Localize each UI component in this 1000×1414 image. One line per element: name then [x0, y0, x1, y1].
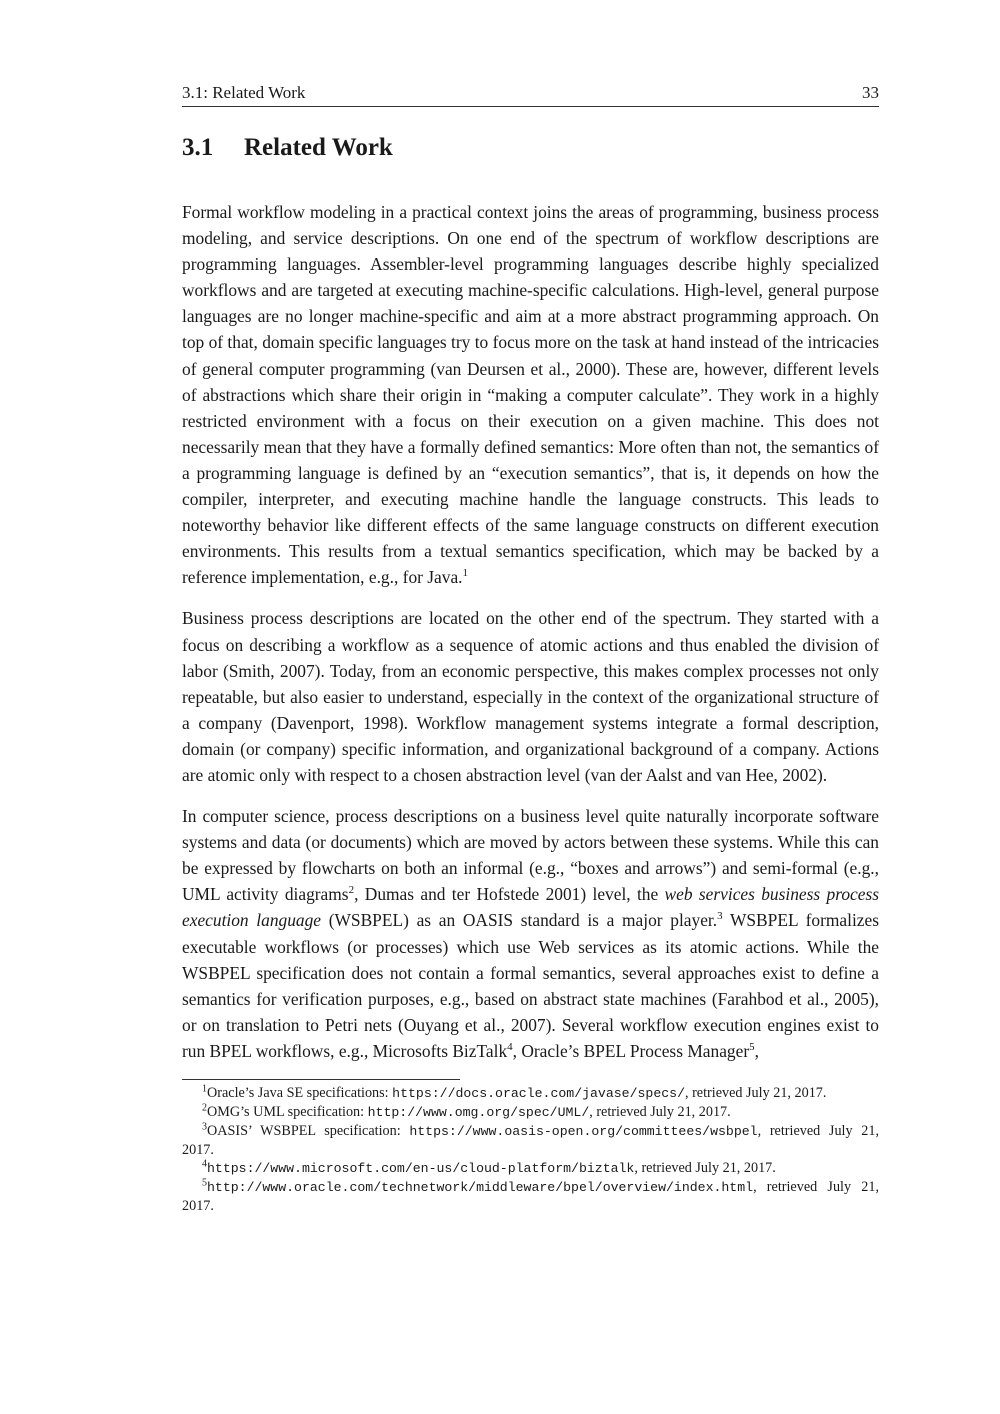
footnote-2	[182, 1103, 879, 1122]
paragraph-3-seg1: In computer science, process descriptions on a business level quite naturally incorporate software systems and data (or documents) which are moved by actors between these systems. While this can be expressed by flowcharts on both an informal (e.g., “boxes and arrows”) and semi-formal (e.g., UML activity diagrams	[182, 806, 879, 905]
paragraph-3-seg6: ,	[754, 1040, 759, 1061]
paragraph-3-italic-term: web services business process execution language	[182, 884, 879, 931]
paragraph-3-seg3: (WSBPEL) as an OASIS standard is a major player.	[321, 910, 718, 931]
footnote-text: , retrieved July 21, 2017.	[182, 1123, 879, 1158]
paragraph-1	[182, 199, 879, 590]
footnote-4	[182, 1159, 879, 1178]
footnote-url[interactable]: https://docs.oracle.com/javase/specs/	[392, 1086, 685, 1101]
running-header	[182, 82, 879, 107]
footnote-ref-3[interactable]: 3	[717, 910, 723, 923]
paragraph-2	[182, 605, 879, 788]
footnote-text: , retrieved July 21, 2017.	[634, 1160, 776, 1176]
footnote-ref-1[interactable]: 1	[462, 567, 469, 580]
page-number: 33	[862, 83, 879, 102]
footnote-url[interactable]: https://www.microsoft.com/en-us/cloud-platform/biztalk	[207, 1161, 635, 1176]
paragraph-3-seg2: , Dumas and ter Hofstede 2001) level, the	[354, 884, 665, 905]
paragraph-1-text: Formal workflow modeling in a practical context joins the areas of programming, business process modeling, and service descriptions. On one end of the spectrum of workflow descriptions are programming languages. Assembler-level programming languages describe highly specialized workflows and are targeted at executing machine-specific calculations. High-level, general purpose languages are no longer machine-specific and aim at a more abstract programming approach. On top of that, domain specific languages try to focus more on the task at hand instead of the intricacies of general computer programming (van Deursen et al., 2000). These are, however, different levels of abstractions which share their origin in “making a computer calculate”. They work in a highly restricted environment with a focus on their execution on a given machine. This does not necessarily mean that they have a formally defined semantics: More often than not, the semantics of a programming language is defined by an “execution semantics”, that is, it depends on how the compiler, interpreter, and executing machine handle the language constructs. This leads to noteworthy behavior like different effects of the same language constructs on different execution environments. This results from a textual semantics specification, which may be backed by a reference implementation, e.g., for Java.	[182, 202, 879, 588]
footnote-url[interactable]: https://www.oasis-open.org/committees/wsbpel	[409, 1124, 758, 1139]
footnote-3	[182, 1122, 879, 1159]
footnote-mark: 3	[202, 1121, 207, 1133]
paragraph-3	[182, 803, 879, 1064]
footnote-mark: 1	[202, 1083, 207, 1095]
paragraph-3-seg5: , Oracle’s BPEL Process Manager	[512, 1040, 750, 1061]
footnote-mark: 4	[202, 1158, 207, 1170]
footnote-5	[182, 1178, 879, 1215]
body-text	[182, 199, 879, 1064]
footnote-mark: 5	[202, 1177, 207, 1189]
paragraph-2-text: Business process descriptions are located on the other end of the spectrum. They started with a focus on describing a workflow as a sequence of atomic actions and thus enabled the division of labor (Smith, 2007). Today, from an economic perspective, this makes complex processes not only repeatable, but also easier to understand, especially in the context of the organizational structure of a company (Davenport, 1998). Workflow management systems integrate a formal description, domain (or company) specific information, and organizational background of a company. Actions are atomic only with respect to a chosen abstraction level (van der Aalst and van Hee, 2002).	[182, 608, 879, 785]
footnotes	[182, 1079, 879, 1215]
running-title: 3.1: Related Work	[182, 83, 306, 102]
footnote-ref-2[interactable]: 2	[348, 884, 355, 897]
footnote-1	[182, 1084, 879, 1103]
section-number: 3.1	[182, 134, 214, 161]
footnote-text: , retrieved July 21, 2017.	[684, 1085, 827, 1101]
section-heading	[182, 133, 879, 163]
footnote-ref-4[interactable]: 4	[507, 1041, 513, 1054]
footnote-mark: 2	[202, 1102, 207, 1114]
footnote-url[interactable]: http://www.oracle.com/technetwork/middleware/bpel/overview/index.html	[207, 1180, 754, 1195]
footnote-text: OMG’s UML specification:	[207, 1104, 368, 1120]
footnote-rule	[182, 1079, 460, 1080]
footnote-text: , retrieved July 21, 2017.	[182, 1179, 879, 1214]
section-title: Related Work	[244, 134, 393, 161]
paragraph-3-seg4: WSBPEL formalizes executable workflows (or processes) which use Web services as its atomic actions. While the WSBPEL specification does not contain a formal semantics, several approaches exist to define a semantics for verification purposes, e.g., based on abstract state machines (Farahbod et al., 2005), or on translation to Petri nets (Ouyang et al., 2007). Several workflow execution engines exist to run BPEL workflows, e.g., Microsofts BizTalk	[182, 910, 879, 1061]
footnote-text: OASIS’ WSBPEL specification:	[207, 1123, 410, 1139]
footnote-url[interactable]: http://www.omg.org/spec/UML/	[367, 1105, 590, 1120]
page	[182, 82, 879, 1215]
footnote-text: , retrieved July 21, 2017.	[589, 1104, 731, 1120]
footnote-ref-5[interactable]: 5	[749, 1041, 755, 1054]
footnote-text: Oracle’s Java SE specifications:	[207, 1085, 393, 1101]
